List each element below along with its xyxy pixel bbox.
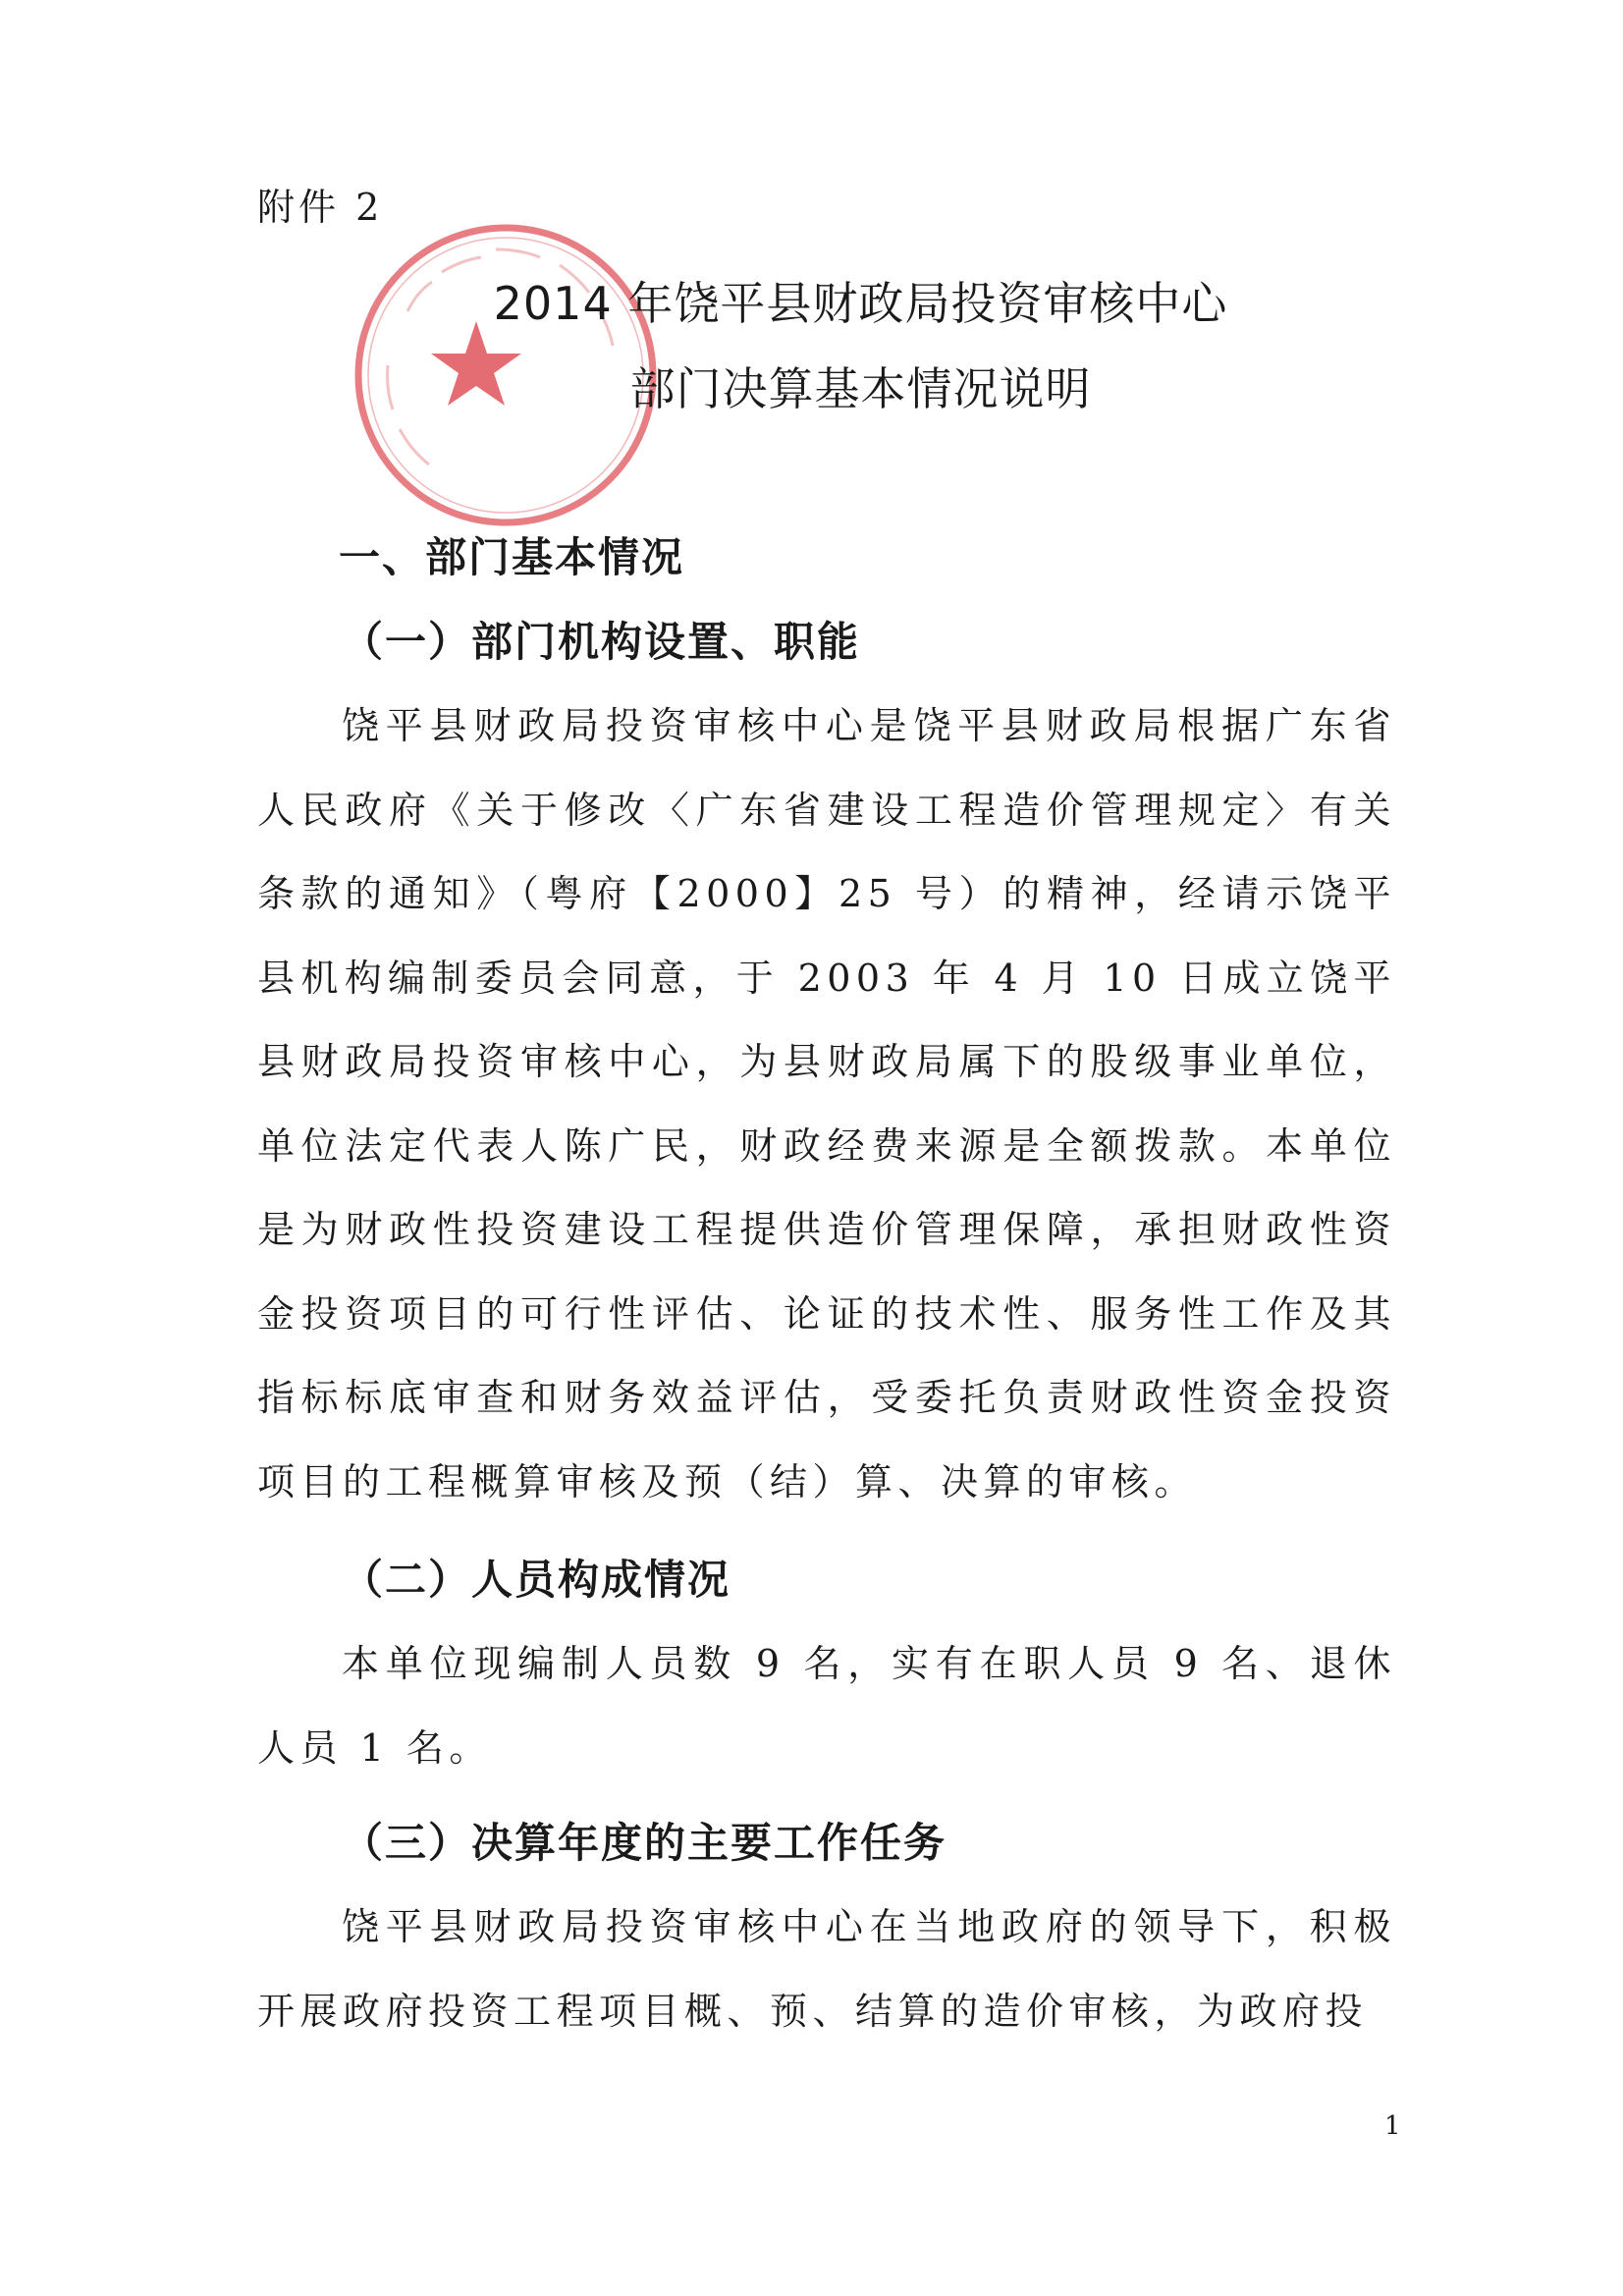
attachment-label: 附件 2: [257, 186, 384, 229]
subsection-paragraph-1: 饶平县财政局投资审核中心是饶平县财政局根据广东省人民政府《关于修改〈广东省建设工程造价管理规定〉有关条款的通知》（粤府【2000】25 号）的精神，经请示饶平县机构编制委员会同意，于 2003 年 4 月 10 日成立饶平县财政局投资审核中心，为县财政局属下的股级事业单位，单位法定代表人陈广民，财政经费来源是全额拨款。本单位是为财政性投资建设工程提供造价管理保障，承担财政性资金投资项目的可行性评估、论证的技术性、服务性工作及其指标标底审查和财务效益评估，受委托负责财政性资金投资项目的工程概算审核及预（结）算、决算的审核。: [257, 704, 1396, 1503]
subsection-paragraph-3: 饶平县财政局投资审核中心在当地政府的领导下，积极开展政府投资工程项目概、预、结算的造价审核，为政府投: [257, 1905, 1396, 2033]
page-number: 1: [1384, 2111, 1401, 2141]
subsection-heading-3: （三）决算年度的主要工作任务: [342, 1819, 947, 1867]
document-title-line1: 2014 年饶平县财政局投资审核中心: [493, 277, 1228, 330]
subsection-heading-1: （一）部门机构设置、职能: [342, 618, 861, 666]
section-heading-1: 一、部门基本情况: [339, 533, 685, 581]
subsection-heading-2: （二）人员构成情况: [342, 1556, 731, 1604]
subsection-paragraph-2: 本单位现编制人员数 9 名，实有在职人员 9 名、退休人员 1 名。: [257, 1642, 1396, 1770]
document-title-line2: 部门决算基本情况说明: [629, 362, 1092, 415]
